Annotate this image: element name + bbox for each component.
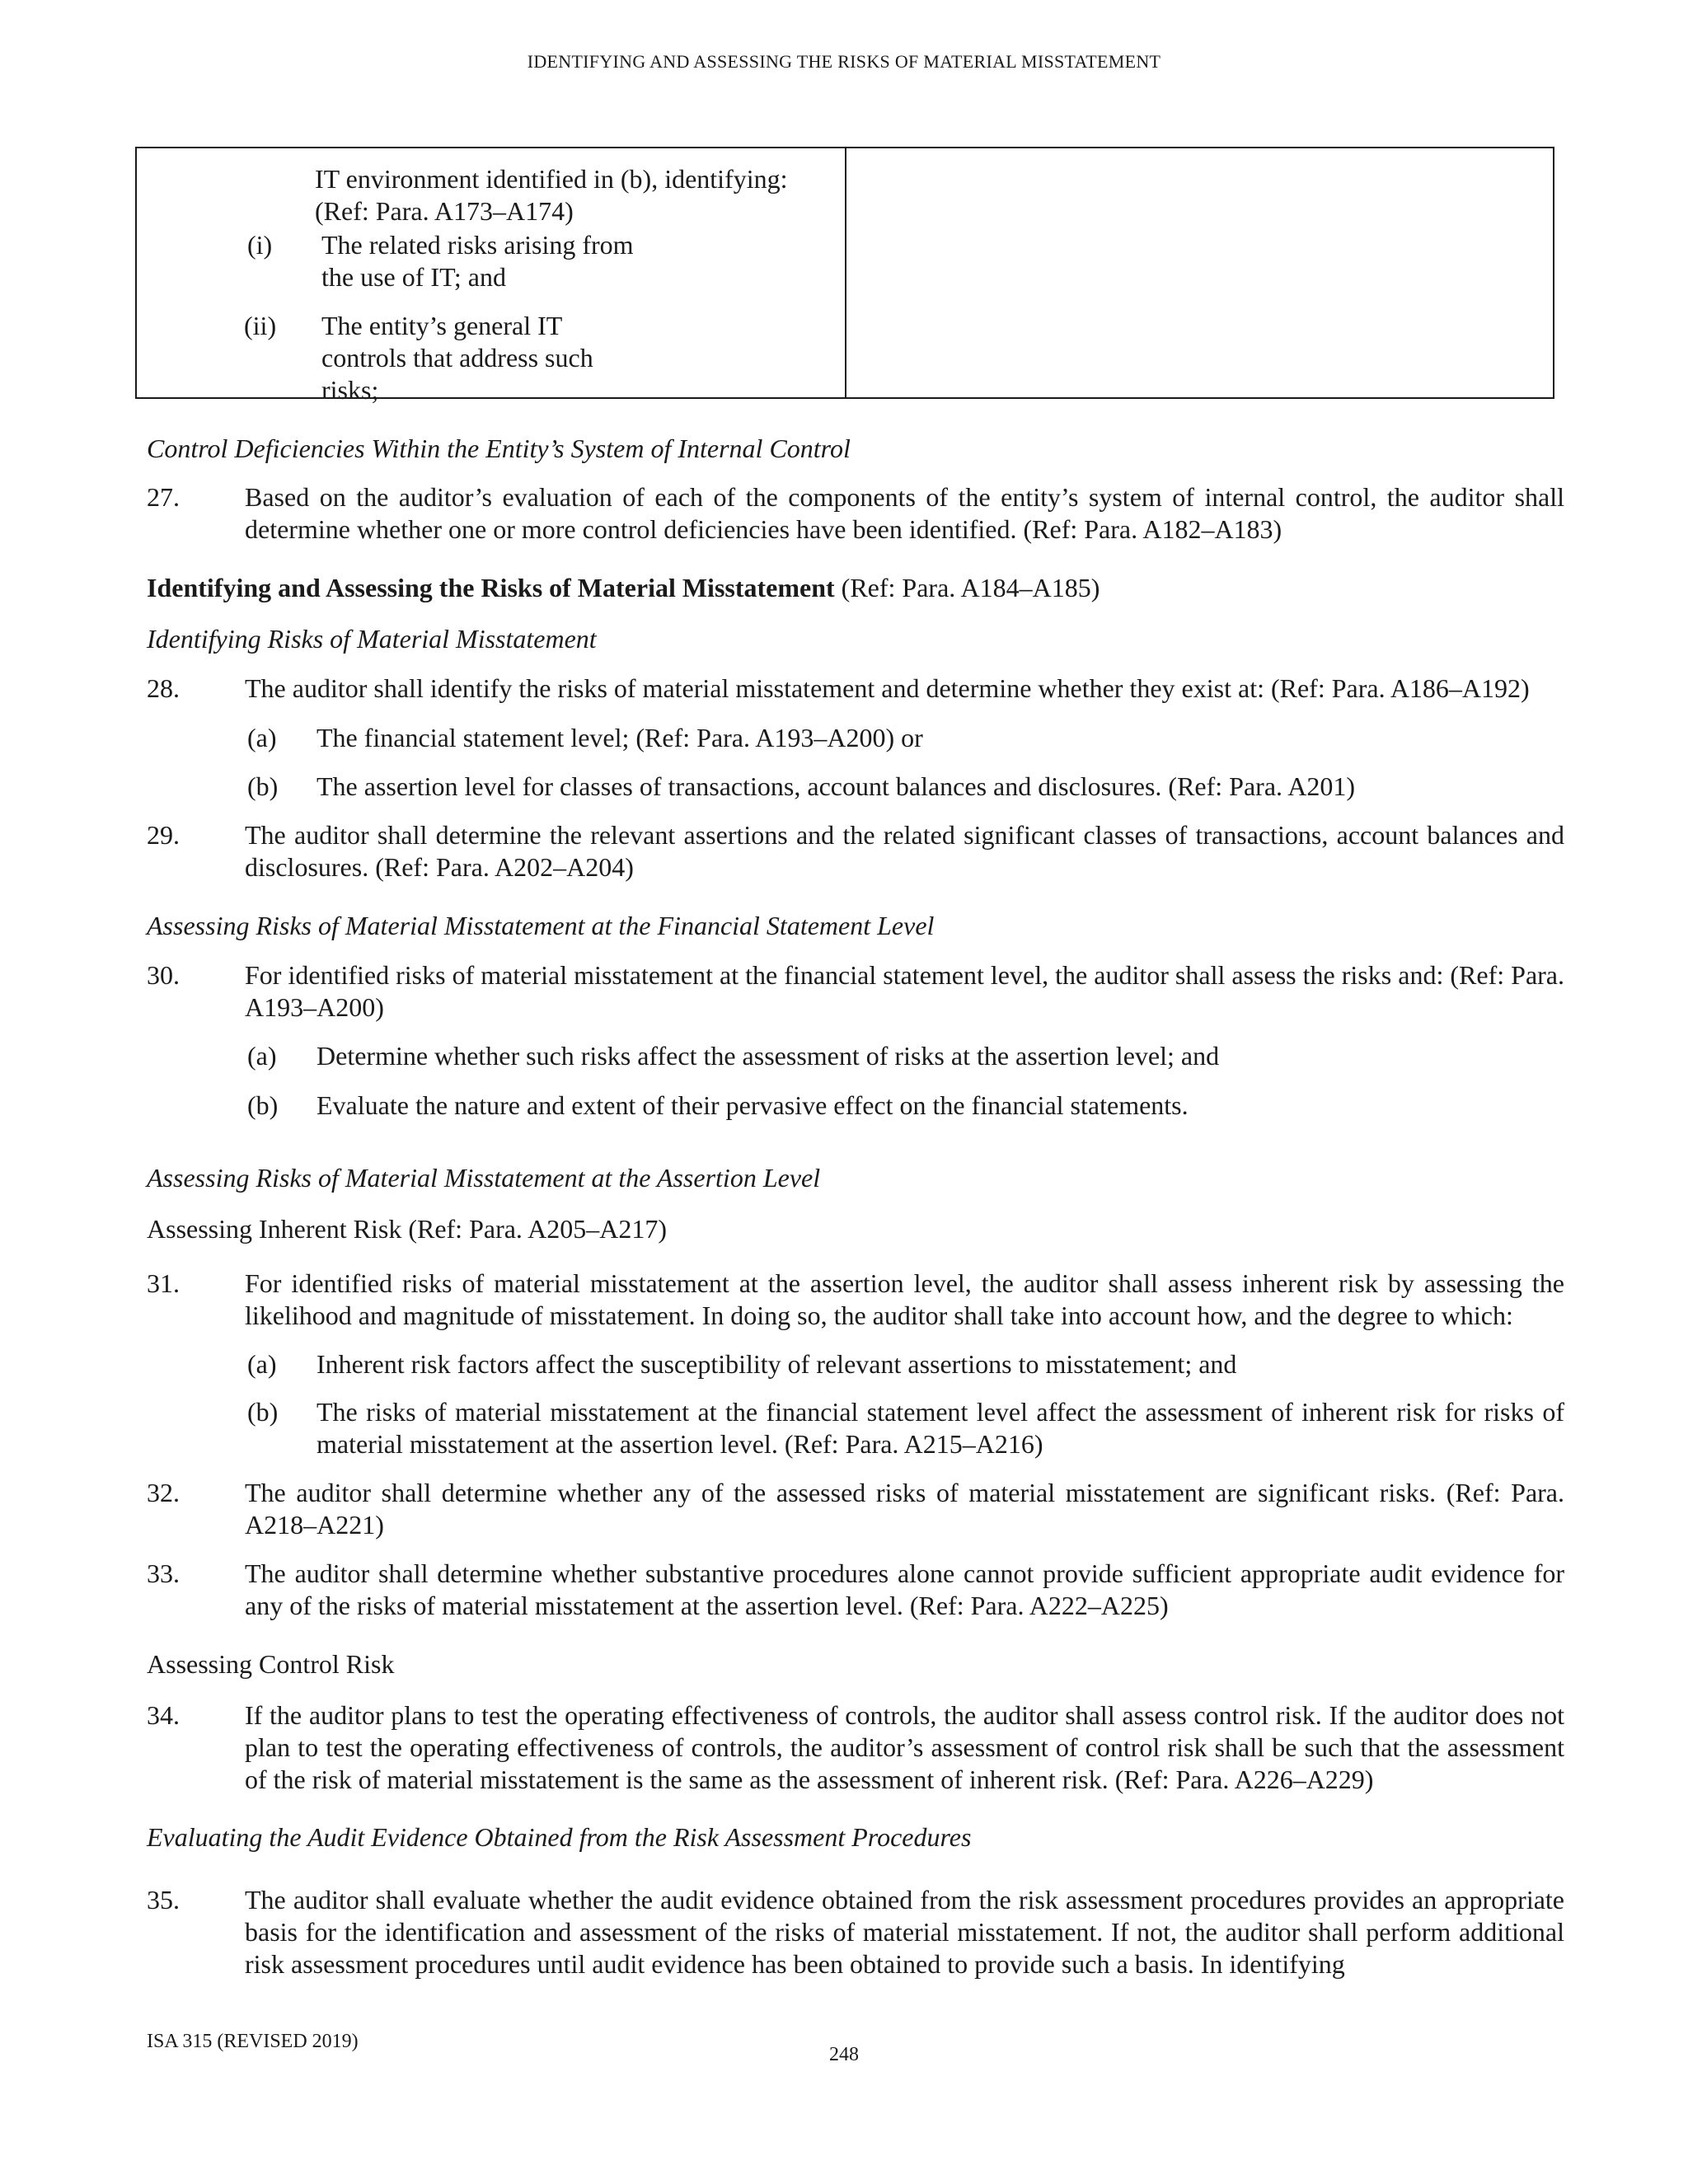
table-subitem-label: (ii): [244, 311, 277, 340]
section-heading-evaluating-evidence: Evaluating the Audit Evidence Obtained from the Risk Assessment Procedures: [147, 1822, 972, 1852]
subsection-heading-inherent-risk: Assessing Inherent Risk (Ref: Para. A205–A217): [147, 1214, 668, 1244]
section-heading-control-deficiencies: Control Deficiencies Within the Entity’s System of Internal Control: [147, 434, 851, 463]
running-header: IDENTIFYING AND ASSESSING THE RISKS OF MATERIAL MISSTATEMENT: [527, 51, 1161, 72]
paragraph-number: 27.: [147, 482, 180, 512]
paragraph-number: 33.: [147, 1558, 180, 1588]
table-cell-requirement: [137, 148, 846, 405]
section-heading-identifying-assessing: [147, 572, 1564, 604]
item-label: (b): [247, 771, 279, 801]
paragraph-text: If the auditor plans to test the operating effectiveness of controls, the auditor shall assess control risk. If the auditor does not plan to test the operating effectiveness of controls, the auditor’s assessment of control risk shall be such that the assessment of the risk of material misstatement is the same as the assessment of inherent risk. (Ref: Para. A226–A229): [245, 1700, 1564, 1794]
paragraph-text: The auditor shall determine whether substantive procedures alone cannot provide sufficient appropriate audit evidence for any of the risks of material misstatement at the assertion level. (Ref: Para. A222–A225): [245, 1558, 1564, 1620]
item-text: The risks of material misstatement at the financial statement level affect the assessment of inherent risk for risks of material misstatement at the assertion level. (Ref: Para. A215–A216): [316, 1397, 1564, 1459]
table-subitem-text: The related risks arising from the use of IT; and: [321, 230, 634, 292]
continued-requirement-table: [135, 147, 1554, 405]
paragraph-text: The auditor shall determine the relevant assertions and the related significant classes of transactions, account balances and disclosures. (Ref: Para. A202–A204): [245, 820, 1564, 882]
paragraph-text: The auditor shall determine whether any of the assessed risks of material misstatement are significant risks. (Ref: Para. A218–A221): [245, 1478, 1564, 1540]
paragraph-text: The auditor shall identify the risks of material misstatement and determine whether they exist at: (Ref: Para. A186–A192): [245, 673, 1530, 703]
item-text: Determine whether such risks affect the assessment of risks at the assertion level; and: [316, 1041, 1220, 1071]
paragraph-number: 31.: [147, 1268, 180, 1298]
paragraph-number: 30.: [147, 960, 180, 990]
heading-bold-text: Identifying and Assessing the Risks of Material Misstatement: [147, 573, 835, 602]
section-heading-fs-level: Assessing Risks of Material Misstatement at the Financial Statement Level: [147, 911, 935, 940]
footer-standard-name: ISA 315 (REVISED 2019): [147, 2031, 359, 2052]
item-label: (a): [247, 1349, 277, 1379]
paragraph-number: 34.: [147, 1700, 180, 1730]
paragraph-number: 35.: [147, 1885, 180, 1915]
paragraph-text: For identified risks of material misstatement at the financial statement level, the auditor shall assess the risks and: (Ref: Para. A193–A200): [245, 960, 1564, 1022]
table-intro-text: IT environment identified in (b), identifying: (Ref: Para. A173–A174): [315, 164, 788, 226]
table-subitem-text: The entity’s general IT controls that address such risks;: [321, 311, 593, 405]
section-heading-assertion-level: Assessing Risks of Material Misstatement at the Assertion Level: [147, 1163, 821, 1193]
heading-ref-text: (Ref: Para. A184–A185): [834, 573, 1100, 602]
item-label: (a): [247, 723, 277, 752]
table-cell-application: [846, 148, 1553, 397]
table-subitem-label: (i): [247, 230, 273, 260]
item-text: The assertion level for classes of transactions, account balances and disclosures. (Ref: Para. A201): [316, 771, 1356, 801]
section-heading-identifying-risks: Identifying Risks of Material Misstatement: [147, 624, 597, 654]
paragraph-number: 29.: [147, 820, 180, 850]
item-label: (a): [247, 1041, 277, 1071]
paragraph-number: 28.: [147, 673, 180, 703]
item-text: Inherent risk factors affect the susceptibility of relevant assertions to misstatement; and: [316, 1349, 1237, 1379]
paragraph-text: For identified risks of material misstatement at the assertion level, the auditor shall assess inherent risk by assessing the likelihood and magnitude of misstatement. In doing so, the auditor shall take into account how, and the degree to which:: [245, 1268, 1564, 1330]
item-label: (b): [247, 1397, 279, 1427]
paragraph-text: Based on the auditor’s evaluation of each of the components of the entity’s system of internal control, the auditor shall determine whether one or more control deficiencies have been identified. (Ref: Para. A182–A183): [245, 482, 1564, 544]
item-text: Evaluate the nature and extent of their pervasive effect on the financial statements.: [316, 1090, 1189, 1120]
item-label: (b): [247, 1090, 279, 1120]
subsection-heading-control-risk: Assessing Control Risk: [147, 1649, 395, 1679]
item-text: The financial statement level; (Ref: Para. A193–A200) or: [316, 723, 923, 752]
paragraph-number: 32.: [147, 1478, 180, 1507]
footer-page-number: 248: [829, 2044, 859, 2065]
paragraph-text: The auditor shall evaluate whether the audit evidence obtained from the risk assessment procedures provides an appropriate basis for the identification and assessment of the risks of material misstatement. If not, the auditor shall perform additional risk assessment procedures until audit evidence has been obtained to provide such a basis. In identifying: [245, 1885, 1564, 1979]
